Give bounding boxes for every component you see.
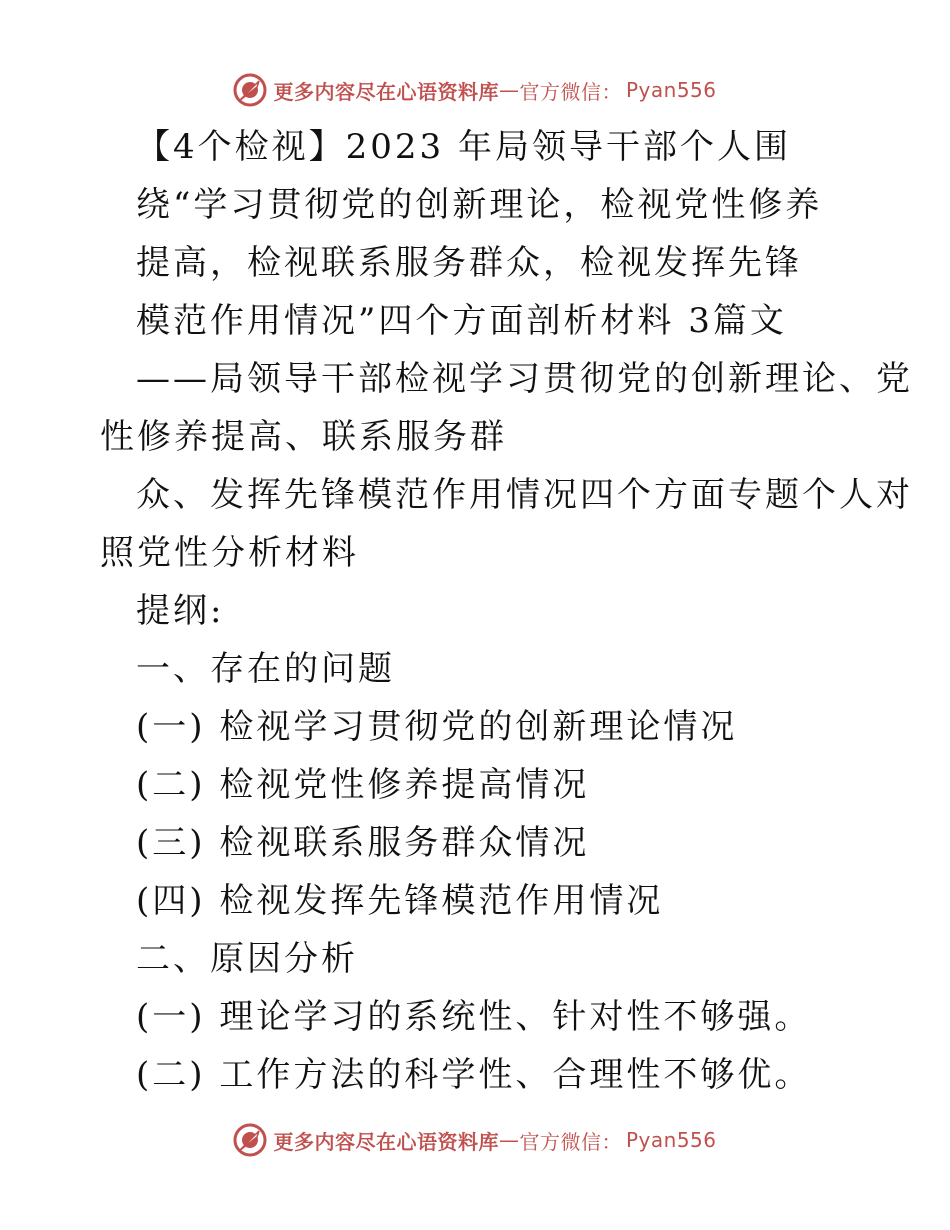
title-line-3: 提高，检视联系服务群众，检视发挥先锋 (136, 243, 802, 283)
subtitle-line-3: 众、发挥先锋模范作用情况四个方面专题个人对 (136, 475, 913, 515)
banner-account: Pyan556 (625, 78, 717, 102)
subtitle-line-1: ——局领导干部检视学习贯彻党的创新理论、党 (136, 359, 913, 399)
banner-dash: — (498, 1128, 520, 1152)
document-body (100, 118, 913, 1104)
section1-item-2: (二) 检视党性修养提高情况 (136, 765, 590, 805)
footer-watermark-banner (0, 1122, 950, 1158)
banner-text: 更多内容尽在心语资料库 (273, 79, 499, 104)
banner-dash: — (498, 78, 520, 102)
outline-label: 提纲: (136, 591, 225, 631)
section2-item-2: (二) 工作方法的科学性、合理性不够优。 (136, 1055, 812, 1095)
section2-item-1: (一) 理论学习的系统性、针对性不够强。 (136, 997, 812, 1037)
section1-item-1: (一) 检视学习贯彻党的创新理论情况 (136, 707, 738, 747)
banner-account: Pyan556 (625, 1128, 717, 1152)
section1-item-4: (四) 检视发挥先锋模范作用情况 (136, 881, 664, 921)
pen-logo-icon (233, 73, 267, 107)
title-line-1: 【4个检视】2023 年局领导干部个人围 (136, 127, 791, 167)
header-watermark-banner (0, 72, 950, 108)
title-line-4: 模范作用情况”四个方面剖析材料 3篇文 (136, 301, 787, 341)
banner-official: 官方微信： (519, 1129, 622, 1154)
section-heading-2: 二、原因分析 (136, 939, 358, 979)
subtitle-line-2: 性修养提高、联系服务群 (100, 417, 507, 457)
section-heading-1: 一、存在的问题 (136, 649, 395, 689)
pen-logo-icon (233, 1123, 267, 1157)
banner-official: 官方微信： (519, 79, 622, 104)
banner-text: 更多内容尽在心语资料库 (273, 1129, 499, 1154)
subtitle-line-4: 照党性分析材料 (100, 533, 359, 573)
title-line-2: 绕“学习贯彻党的创新理论，检视党性修养 (136, 185, 823, 225)
section1-item-3: (三) 检视联系服务群众情况 (136, 823, 590, 863)
